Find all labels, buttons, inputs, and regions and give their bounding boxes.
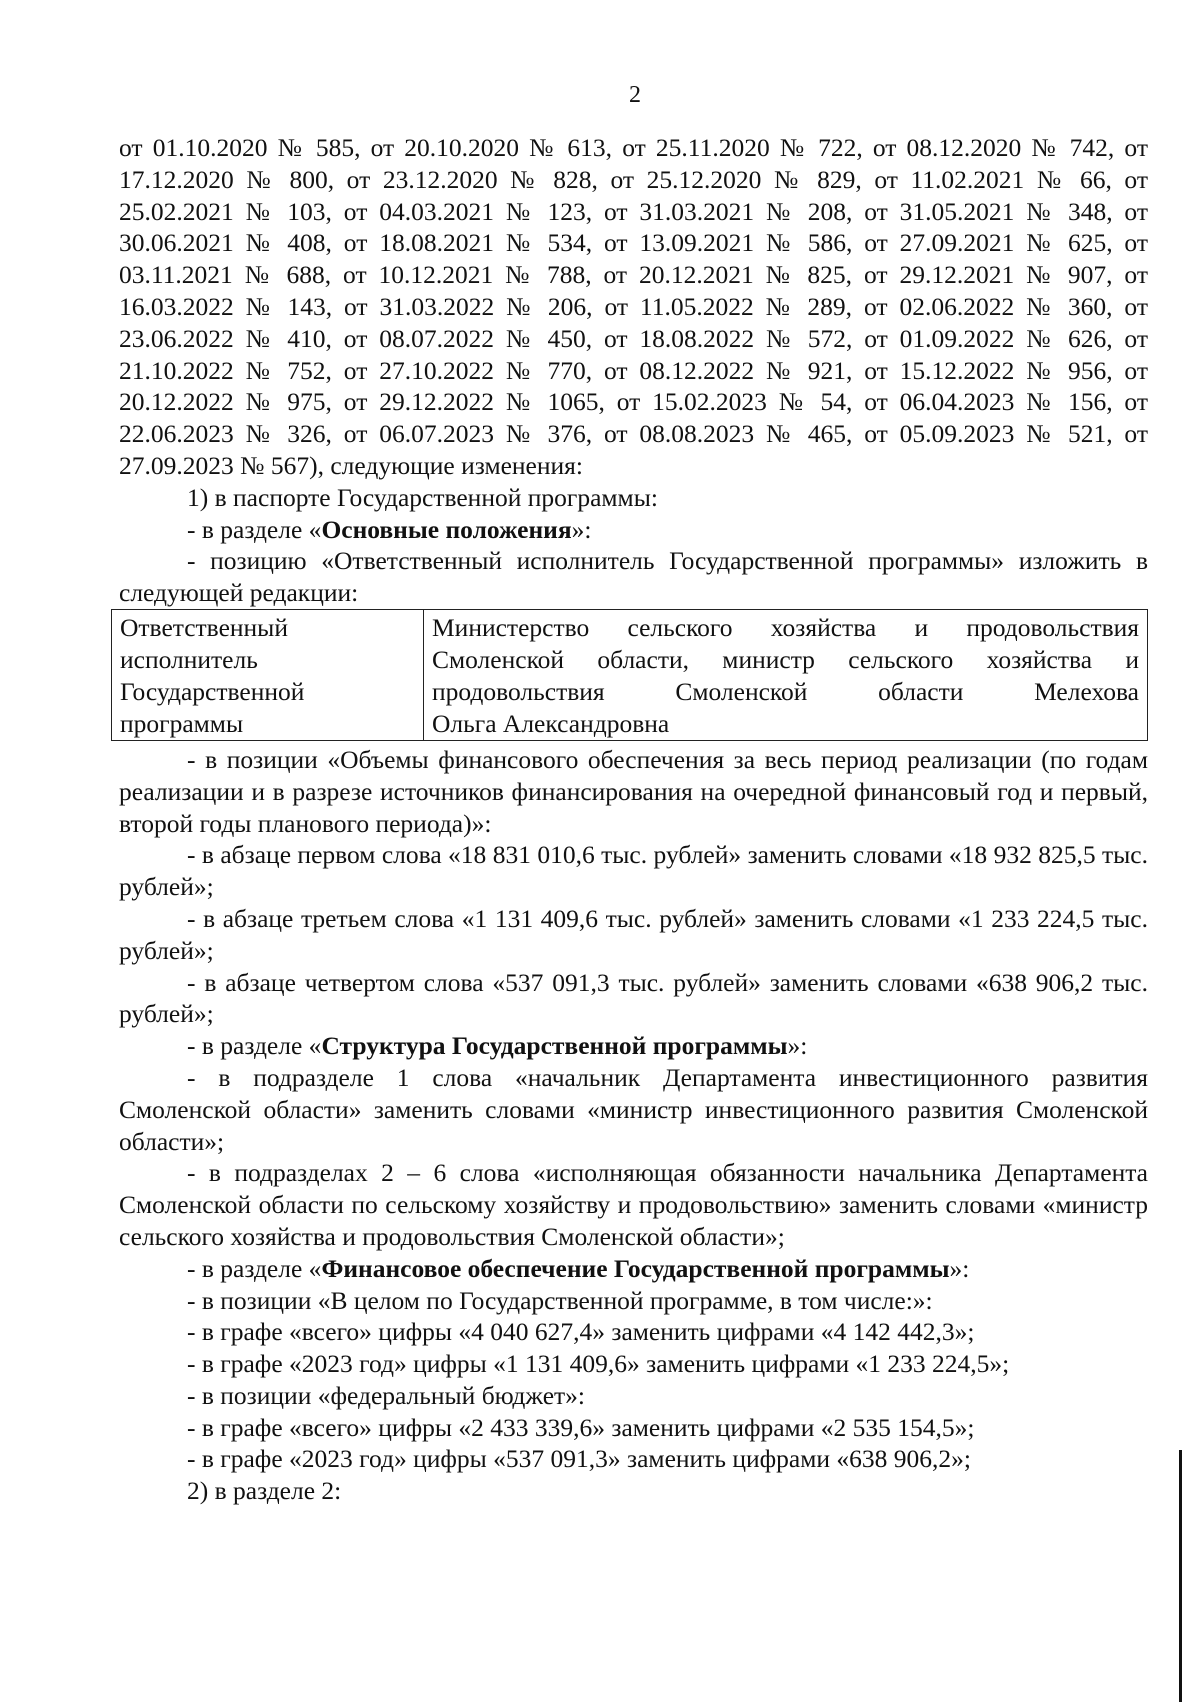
section-prefix: - в разделе «	[187, 1253, 322, 1283]
section-financial-support	[119, 1253, 1148, 1285]
section-prefix: - в разделе «	[187, 1031, 322, 1061]
scan-edge-line	[1179, 1450, 1182, 1702]
table-cell-value	[424, 609, 1148, 740]
federal-all-change: - в графе «всего» цифры «2 433 339,6» заменить цифрами «2 535 154,5»;	[187, 1412, 975, 1442]
section-suffix: »:	[571, 514, 592, 544]
amendment-list-paragraph: от 01.10.2020 № 585, от 20.10.2020 № 613, от 25.11.2020 № 722, от 08.12.2020 № 742, от 17.12.2020 № 800, от 23.12.2020 № 828, от 25.12.2020 № 829, от 11.02.2021 № 66, от 25.02.2021 № 103, от 04.03.2021 № 123, от 31.03.2021 № 208, от 31.05.2021 № 348, от 30.06.2021 № 408, от 18.08.2021 № 534, от 13.09.2021 № 586, от 27.09.2021 № 625, от 03.11.2021 № 688, от 10.12.2021 № 788, от 20.12.2021 № 825, от 29.12.2021 № 907, от 16.03.2022 № 143, от 31.03.2022 № 206, от 11.05.2022 № 289, от 02.06.2022 № 360, от 23.06.2022 № 410, от 08.07.2022 № 450, от 18.08.2022 № 572, от 01.09.2022 № 626, от 21.10.2022 № 752, от 27.10.2022 № 770, от 08.12.2022 № 921, от 15.12.2022 № 956, от 20.12.2022 № 975, от 29.12.2022 № 1065, от 15.02.2023 № 54, от 06.04.2023 № 156, от 22.06.2023 № 326, от 06.07.2023 № 376, от 08.08.2023 № 465, от 05.09.2023 № 521, от 27.09.2023 № 567), следующие изменения:	[119, 133, 1148, 480]
label-line: исполнитель	[120, 644, 258, 674]
section-suffix: »:	[787, 1031, 808, 1061]
position-responsible-executor: - позицию «Ответственный исполнитель Государственной программы» изложить в следующей редакции:	[119, 546, 1148, 608]
document-body	[119, 132, 1148, 1507]
position-federal: - в позиции «федеральный бюджет»:	[187, 1380, 585, 1410]
subsections-2-6-change: - в подразделах 2 – 6 слова «исполняющая обязанности начальника Департамента Смоленской области по сельскому хозяйству и продовольствию» заменить словами «министр сельского хозяйства и продовольствия Смоленской области»;	[119, 1158, 1148, 1251]
responsible-executor-table	[111, 609, 1148, 741]
total-2023-change: - в графе «2023 год» цифры «1 131 409,6» заменить цифрами «1 233 224,5»;	[187, 1349, 1010, 1379]
item-1-passport: 1) в паспорте Государственной программы:	[187, 482, 658, 512]
section-title: Основные положения	[321, 514, 572, 544]
position-finance-volumes: - в позиции «Объемы финансового обеспечения за весь период реализации (по годам реализации и в разрезе источников финансирования на очередной финансовый год и первый, второй годы планового периода)»:	[119, 744, 1148, 838]
total-all-change: - в графе «всего» цифры «4 040 627,4» заменить цифрами «4 142 442,3»;	[187, 1317, 975, 1347]
paragraph-fourth-change: - в абзаце четвертом слова «537 091,3 тыс. рублей» заменить словами «638 906,2 тыс. рублей»;	[119, 967, 1148, 1029]
label-line: Ответственный	[120, 612, 288, 642]
label-line: программы	[120, 708, 244, 738]
label-line: Государственной	[120, 676, 305, 706]
section-suffix: »:	[949, 1253, 970, 1283]
value-text: Министерство сельского хозяйства и продовольствия Смоленской области, министр сельского хозяйства и продовольствия Смоленской области Мелехова	[432, 612, 1139, 706]
section-main-provisions	[119, 514, 1148, 546]
federal-2023-change: - в графе «2023 год» цифры «537 091,3» заменить цифрами «638 906,2»;	[187, 1444, 971, 1474]
subsection-1-change: - в подразделе 1 слова «начальник Департамента инвестиционного развития Смоленской области» заменить словами «министр инвестиционного развития Смоленской области»;	[119, 1062, 1148, 1156]
paragraph-first-change: - в абзаце первом слова «18 831 010,6 тыс. рублей» заменить словами «18 932 825,5 тыс. рублей»;	[119, 840, 1148, 902]
section-title: Структура Государственной программы	[321, 1031, 788, 1061]
page-number: 2	[629, 82, 641, 108]
section-title: Финансовое обеспечение Государственной программы	[321, 1253, 950, 1283]
table-row	[112, 609, 1148, 740]
paragraph-third-change: - в абзаце третьем слова «1 131 409,6 тыс. рублей» заменить словами «1 233 224,5 тыс. рублей»;	[119, 903, 1148, 965]
table-cell-label	[112, 609, 424, 740]
section-prefix: - в разделе «	[187, 514, 322, 544]
item-2-section-2: 2) в разделе 2:	[187, 1476, 342, 1506]
position-total: - в позиции «В целом по Государственной программе, в том числе:»:	[187, 1285, 933, 1315]
value-text-last: Ольга Александровна	[432, 708, 670, 738]
section-structure	[119, 1030, 1148, 1062]
